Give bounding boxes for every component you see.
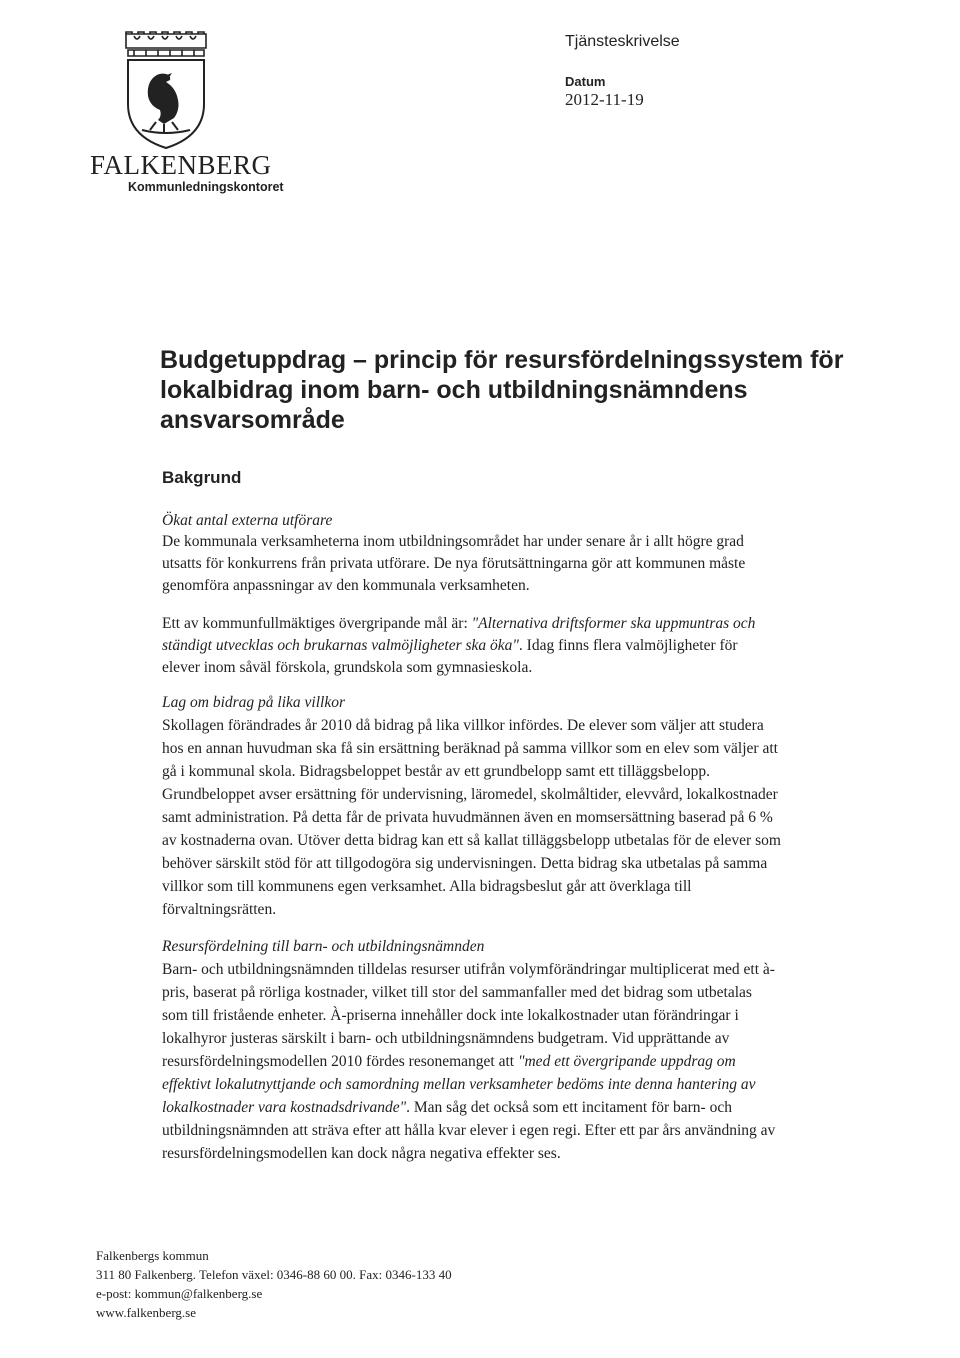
subheading-resource-allocation: Resursfördelning till barn- och utbildningsnämnden bbox=[162, 938, 485, 955]
page-title bbox=[160, 345, 880, 435]
office-name: Kommunledningskontoret bbox=[128, 180, 284, 194]
paragraph-line: hos en annan huvudman ska få sin ersättning beräknad på samma villkor som en elev som väljer att bbox=[162, 740, 778, 757]
quote-text: lokalkostnader vara kostnadsdrivande" bbox=[162, 1099, 407, 1116]
text-run: Ett av kommunfullmäktiges övergripande mål är: bbox=[162, 615, 472, 632]
date-label: Datum bbox=[565, 74, 606, 89]
paragraph-line: Grundbeloppet avser ersättning för undervisning, läromedel, skolmåltider, elevvård, lokalkostnader bbox=[162, 786, 778, 803]
paragraph-line: resursfördelningsmodellen kan dock några negativa effekter ses. bbox=[162, 1145, 561, 1162]
date-value: 2012-11-19 bbox=[565, 90, 644, 109]
paragraph-line bbox=[162, 1075, 755, 1095]
municipality-name: FALKENBERG bbox=[90, 150, 272, 180]
paragraph-line: Skollagen förändrades år 2010 då bidrag på lika villkor infördes. De elever som väljer att studera bbox=[162, 717, 764, 734]
footer-organization: Falkenbergs kommun bbox=[96, 1248, 209, 1263]
paragraph-line: De kommunala verksamheterna inom utbildningsområdet har under senare år i allt högre grad bbox=[162, 533, 744, 550]
title-line: Budgetuppdrag – princip för resursfördelningssystem för bbox=[160, 346, 844, 374]
subheading-external-providers: Ökat antal externa utförare bbox=[162, 512, 333, 529]
text-run: . Man såg det också som ett incitament för barn- och bbox=[406, 1099, 732, 1116]
paragraph-line: gå i kommunal skola. Bidragsbeloppet består av ett grundbelopp samt ett tilläggsbelopp. bbox=[162, 763, 710, 780]
footer-website: www.falkenberg.se bbox=[96, 1305, 196, 1320]
paragraph-line bbox=[162, 636, 738, 656]
paragraph-line: Barn- och utbildningsnämnden tilldelas resurser utifrån volymförändringar multiplicerat med ett à- bbox=[162, 961, 775, 978]
footer-email: e-post: kommun@falkenberg.se bbox=[96, 1286, 263, 1301]
quote-text: ständigt utvecklas och brukarnas valmöjligheter ska öka" bbox=[162, 637, 519, 654]
paragraph-line: elever inom såväl förskola, grundskola som gymnasieskola. bbox=[162, 659, 533, 676]
paragraph-line: villkor som till kommunens egen verksamhet. Alla bidragsbeslut går att överklaga till bbox=[162, 878, 692, 895]
paragraph-line: som till fristående enheter. À-priserna innehåller dock inte lokalkostnader utan förändringar i bbox=[162, 1007, 739, 1024]
paragraph-line: samt administration. På detta får de privata huvudmännen även en momsersättning baserad på 6 % bbox=[162, 809, 773, 826]
section-heading: Bakgrund bbox=[162, 468, 242, 487]
paragraph-line: lokalhyror justeras särskilt i barn- och utbildningsnämndens budgetram. Vid upprättande av bbox=[162, 1030, 730, 1047]
paragraph-line bbox=[162, 1052, 736, 1072]
paragraph-line: utbildningsnämnden att sträva efter att hålla kvar elever i egen regi. Efter ett par års användning av bbox=[162, 1122, 776, 1139]
paragraph-line: förvaltningsrätten. bbox=[162, 901, 277, 918]
paragraph-line: genomföra anpassningar av den kommunala verksamheten. bbox=[162, 577, 530, 594]
text-run: resursfördelningsmodellen 2010 fördes resonemanget att bbox=[162, 1053, 518, 1070]
paragraph-line: behöver särskilt stöd för att tillgodogöra sig undervisningen. Detta bidrag ska utbetalas på samma bbox=[162, 855, 768, 872]
quote-text: effektivt lokalutnyttjande och samordning mellan verksamheter bedöms inte denna hantering av bbox=[162, 1076, 756, 1093]
paragraph-line: pris, baserat på rörliga kostnader, vilket till stor del sammanfaller med det bidrag som utbetalas bbox=[162, 984, 752, 1001]
footer-address-phone: 311 80 Falkenberg. Telefon växel: 0346-88 60 00. Fax: 0346-133 40 bbox=[96, 1267, 452, 1282]
subheading-equal-terms: Lag om bidrag på lika villkor bbox=[162, 694, 345, 711]
title-line: ansvarsområde bbox=[160, 406, 345, 434]
paragraph-line: av kostnaderna ovan. Utöver detta bidrag kan ett så kallat tilläggsbelopp utbetalas för de elever som bbox=[162, 832, 781, 849]
paragraph-line bbox=[162, 614, 755, 634]
quote-text: "med ett övergripande uppdrag om bbox=[517, 1053, 736, 1070]
quote-text: "Alternativa driftsformer ska uppmuntras och bbox=[471, 615, 756, 632]
title-line: lokalbidrag inom barn- och utbildningsnämndens bbox=[160, 376, 748, 404]
paragraph-line: utsatts för konkurrens från privata utförare. De nya förutsättningarna gör att kommunen måste bbox=[162, 555, 746, 572]
falkenberg-coat-of-arms-logo bbox=[120, 30, 212, 150]
document-type: Tjänsteskrivelse bbox=[565, 33, 680, 50]
footer-contact bbox=[96, 1246, 452, 1322]
paragraph-line bbox=[162, 1098, 732, 1118]
text-run: . Idag finns flera valmöjligheter för bbox=[518, 637, 738, 654]
